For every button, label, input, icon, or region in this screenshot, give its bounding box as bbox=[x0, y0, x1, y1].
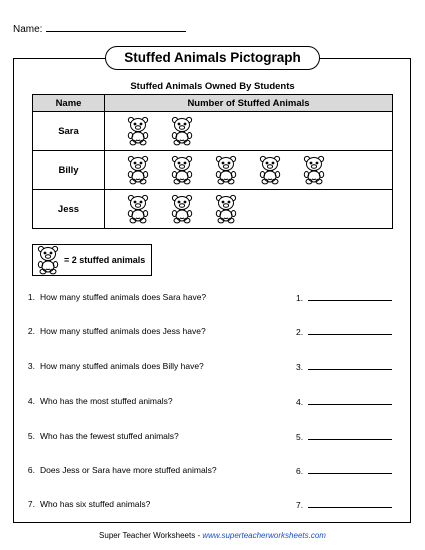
question-1: 1. How many stuffed animals does Sara have? bbox=[27, 292, 207, 302]
teddy-bear-icon bbox=[258, 155, 282, 185]
answer-line[interactable] bbox=[308, 396, 392, 405]
question-7: 7. Who has six stuffed animals? bbox=[27, 499, 151, 509]
question-5: 5. Who has the fewest stuffed animals? bbox=[27, 431, 179, 441]
teddy-bear-icon bbox=[214, 155, 238, 185]
teddy-bear-icon bbox=[36, 245, 60, 275]
row-name-sara: Sara bbox=[33, 112, 105, 151]
answer-line[interactable] bbox=[308, 431, 392, 440]
answer-line[interactable] bbox=[308, 465, 392, 474]
answer-4[interactable]: 4. bbox=[296, 396, 392, 407]
footer-text: Super Teacher Worksheets - bbox=[99, 531, 203, 540]
teddy-bear-icon bbox=[170, 116, 194, 146]
bear-icons bbox=[105, 190, 392, 228]
teddy-bear-icon bbox=[170, 194, 194, 224]
pictograph-table bbox=[32, 94, 393, 229]
answer-7[interactable]: 7. bbox=[296, 499, 392, 510]
key-label: = 2 stuffed animals bbox=[64, 255, 146, 265]
question-2: 2. How many stuffed animals does Jess have? bbox=[27, 326, 206, 336]
answer-line[interactable] bbox=[308, 499, 392, 508]
answer-2[interactable]: 2. bbox=[296, 326, 392, 337]
answer-line[interactable] bbox=[308, 361, 392, 370]
answer-6[interactable]: 6. bbox=[296, 465, 392, 476]
teddy-bear-icon bbox=[214, 194, 238, 224]
pictograph-key bbox=[32, 244, 152, 276]
question-6: 6. Does Jess or Sara have more stuffed animals? bbox=[27, 465, 217, 475]
teddy-bear-icon bbox=[302, 155, 326, 185]
row-icons-sara bbox=[105, 112, 393, 151]
table-row bbox=[33, 190, 393, 229]
table-header-row bbox=[33, 95, 393, 112]
row-icons-jess bbox=[105, 190, 393, 229]
row-icons-billy bbox=[105, 151, 393, 190]
question-3: 3. How many stuffed animals does Billy have? bbox=[27, 361, 204, 371]
table-row bbox=[33, 112, 393, 151]
table-row bbox=[33, 151, 393, 190]
chart-subtitle: Stuffed Animals Owned By Students bbox=[130, 81, 295, 92]
answer-line[interactable] bbox=[308, 326, 392, 335]
answer-1[interactable]: 1. bbox=[296, 292, 392, 303]
page-title: Stuffed Animals Pictograph bbox=[105, 46, 320, 70]
header-count: Number of Stuffed Animals bbox=[105, 95, 393, 112]
footer bbox=[0, 531, 425, 540]
teddy-bear-icon bbox=[126, 155, 150, 185]
answer-3[interactable]: 3. bbox=[296, 361, 392, 372]
row-name-billy: Billy bbox=[33, 151, 105, 190]
bear-icons bbox=[105, 151, 392, 189]
header-name: Name bbox=[33, 95, 105, 112]
bear-icons bbox=[105, 112, 392, 150]
answer-line[interactable] bbox=[308, 292, 392, 301]
name-row bbox=[13, 22, 186, 35]
teddy-bear-icon bbox=[126, 194, 150, 224]
answer-5[interactable]: 5. bbox=[296, 431, 392, 442]
name-input-line[interactable] bbox=[46, 22, 186, 32]
teddy-bear-icon bbox=[126, 116, 150, 146]
row-name-jess: Jess bbox=[33, 190, 105, 229]
name-label: Name: bbox=[13, 24, 43, 35]
question-4: 4. Who has the most stuffed animals? bbox=[27, 396, 173, 406]
teddy-bear-icon bbox=[170, 155, 194, 185]
footer-link[interactable]: www.superteacherworksheets.com bbox=[202, 531, 326, 540]
